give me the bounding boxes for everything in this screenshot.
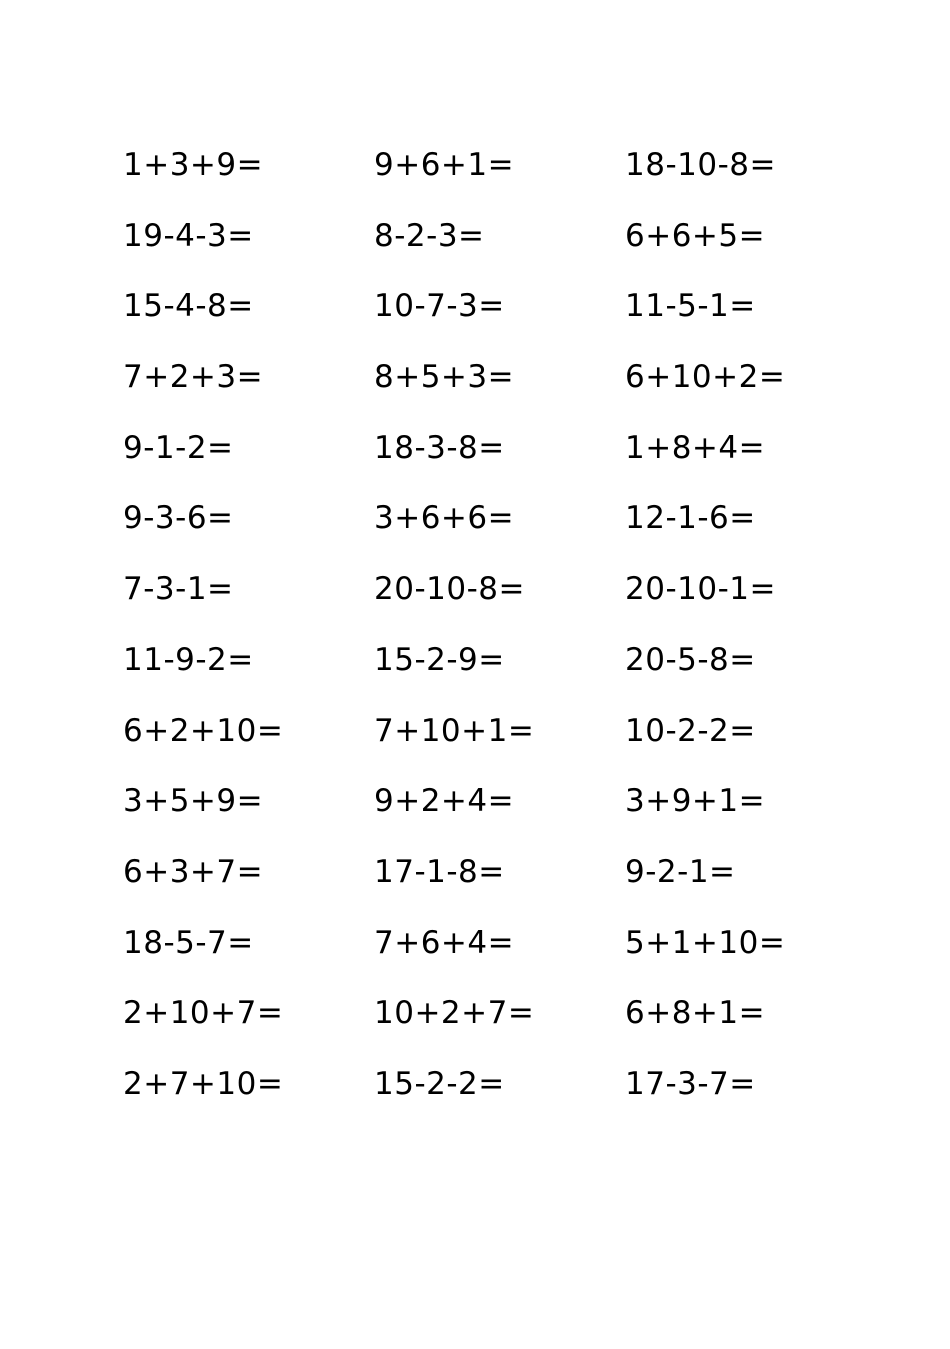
problem-42: 17-3-7= — [625, 1065, 756, 1102]
problem-19: 7-3-1= — [123, 571, 234, 608]
problem-14: 18-3-8= — [374, 429, 505, 466]
problem-25: 6+2+10= — [123, 712, 284, 749]
problem-29: 9+2+4= — [374, 783, 515, 820]
problem-11: 8+5+3= — [374, 359, 515, 396]
problem-1: 1+3+9= — [123, 147, 264, 183]
problem-3: 18-10-8= — [625, 147, 776, 183]
problem-31: 6+3+7= — [123, 853, 264, 890]
problem-5: 8-2-3= — [374, 217, 485, 254]
problem-24: 20-5-8= — [625, 641, 756, 678]
problem-grid — [123, 140, 876, 1130]
problem-9: 11-5-1= — [625, 288, 756, 325]
problem-36: 5+1+10= — [625, 924, 786, 961]
problem-16: 9-3-6= — [123, 500, 234, 537]
problem-7: 15-4-8= — [123, 288, 254, 325]
problem-15: 1+8+4= — [625, 429, 766, 466]
problem-23: 15-2-9= — [374, 641, 505, 678]
problem-13: 9-1-2= — [123, 429, 234, 466]
problem-30: 3+9+1= — [625, 783, 766, 820]
problem-2: 9+6+1= — [374, 147, 515, 183]
problem-38: 10+2+7= — [374, 995, 535, 1032]
problem-10: 7+2+3= — [123, 359, 264, 396]
problem-17: 3+6+6= — [374, 500, 515, 537]
problem-22: 11-9-2= — [123, 641, 254, 678]
problem-28: 3+5+9= — [123, 783, 264, 820]
problem-4: 19-4-3= — [123, 217, 254, 254]
problem-21: 20-10-1= — [625, 571, 776, 608]
problem-39: 6+8+1= — [625, 995, 766, 1032]
problem-27: 10-2-2= — [625, 712, 756, 749]
problem-8: 10-7-3= — [374, 288, 505, 325]
problem-34: 18-5-7= — [123, 924, 254, 961]
problem-6: 6+6+5= — [625, 217, 766, 254]
problem-32: 17-1-8= — [374, 853, 505, 890]
problem-26: 7+10+1= — [374, 712, 535, 749]
problem-35: 7+6+4= — [374, 924, 515, 961]
problem-20: 20-10-8= — [374, 571, 525, 608]
problem-18: 12-1-6= — [625, 500, 756, 537]
problem-40: 2+7+10= — [123, 1065, 284, 1102]
problem-12: 6+10+2= — [625, 359, 786, 396]
problem-33: 9-2-1= — [625, 853, 736, 890]
problem-37: 2+10+7= — [123, 995, 284, 1032]
problem-41: 15-2-2= — [374, 1065, 505, 1102]
